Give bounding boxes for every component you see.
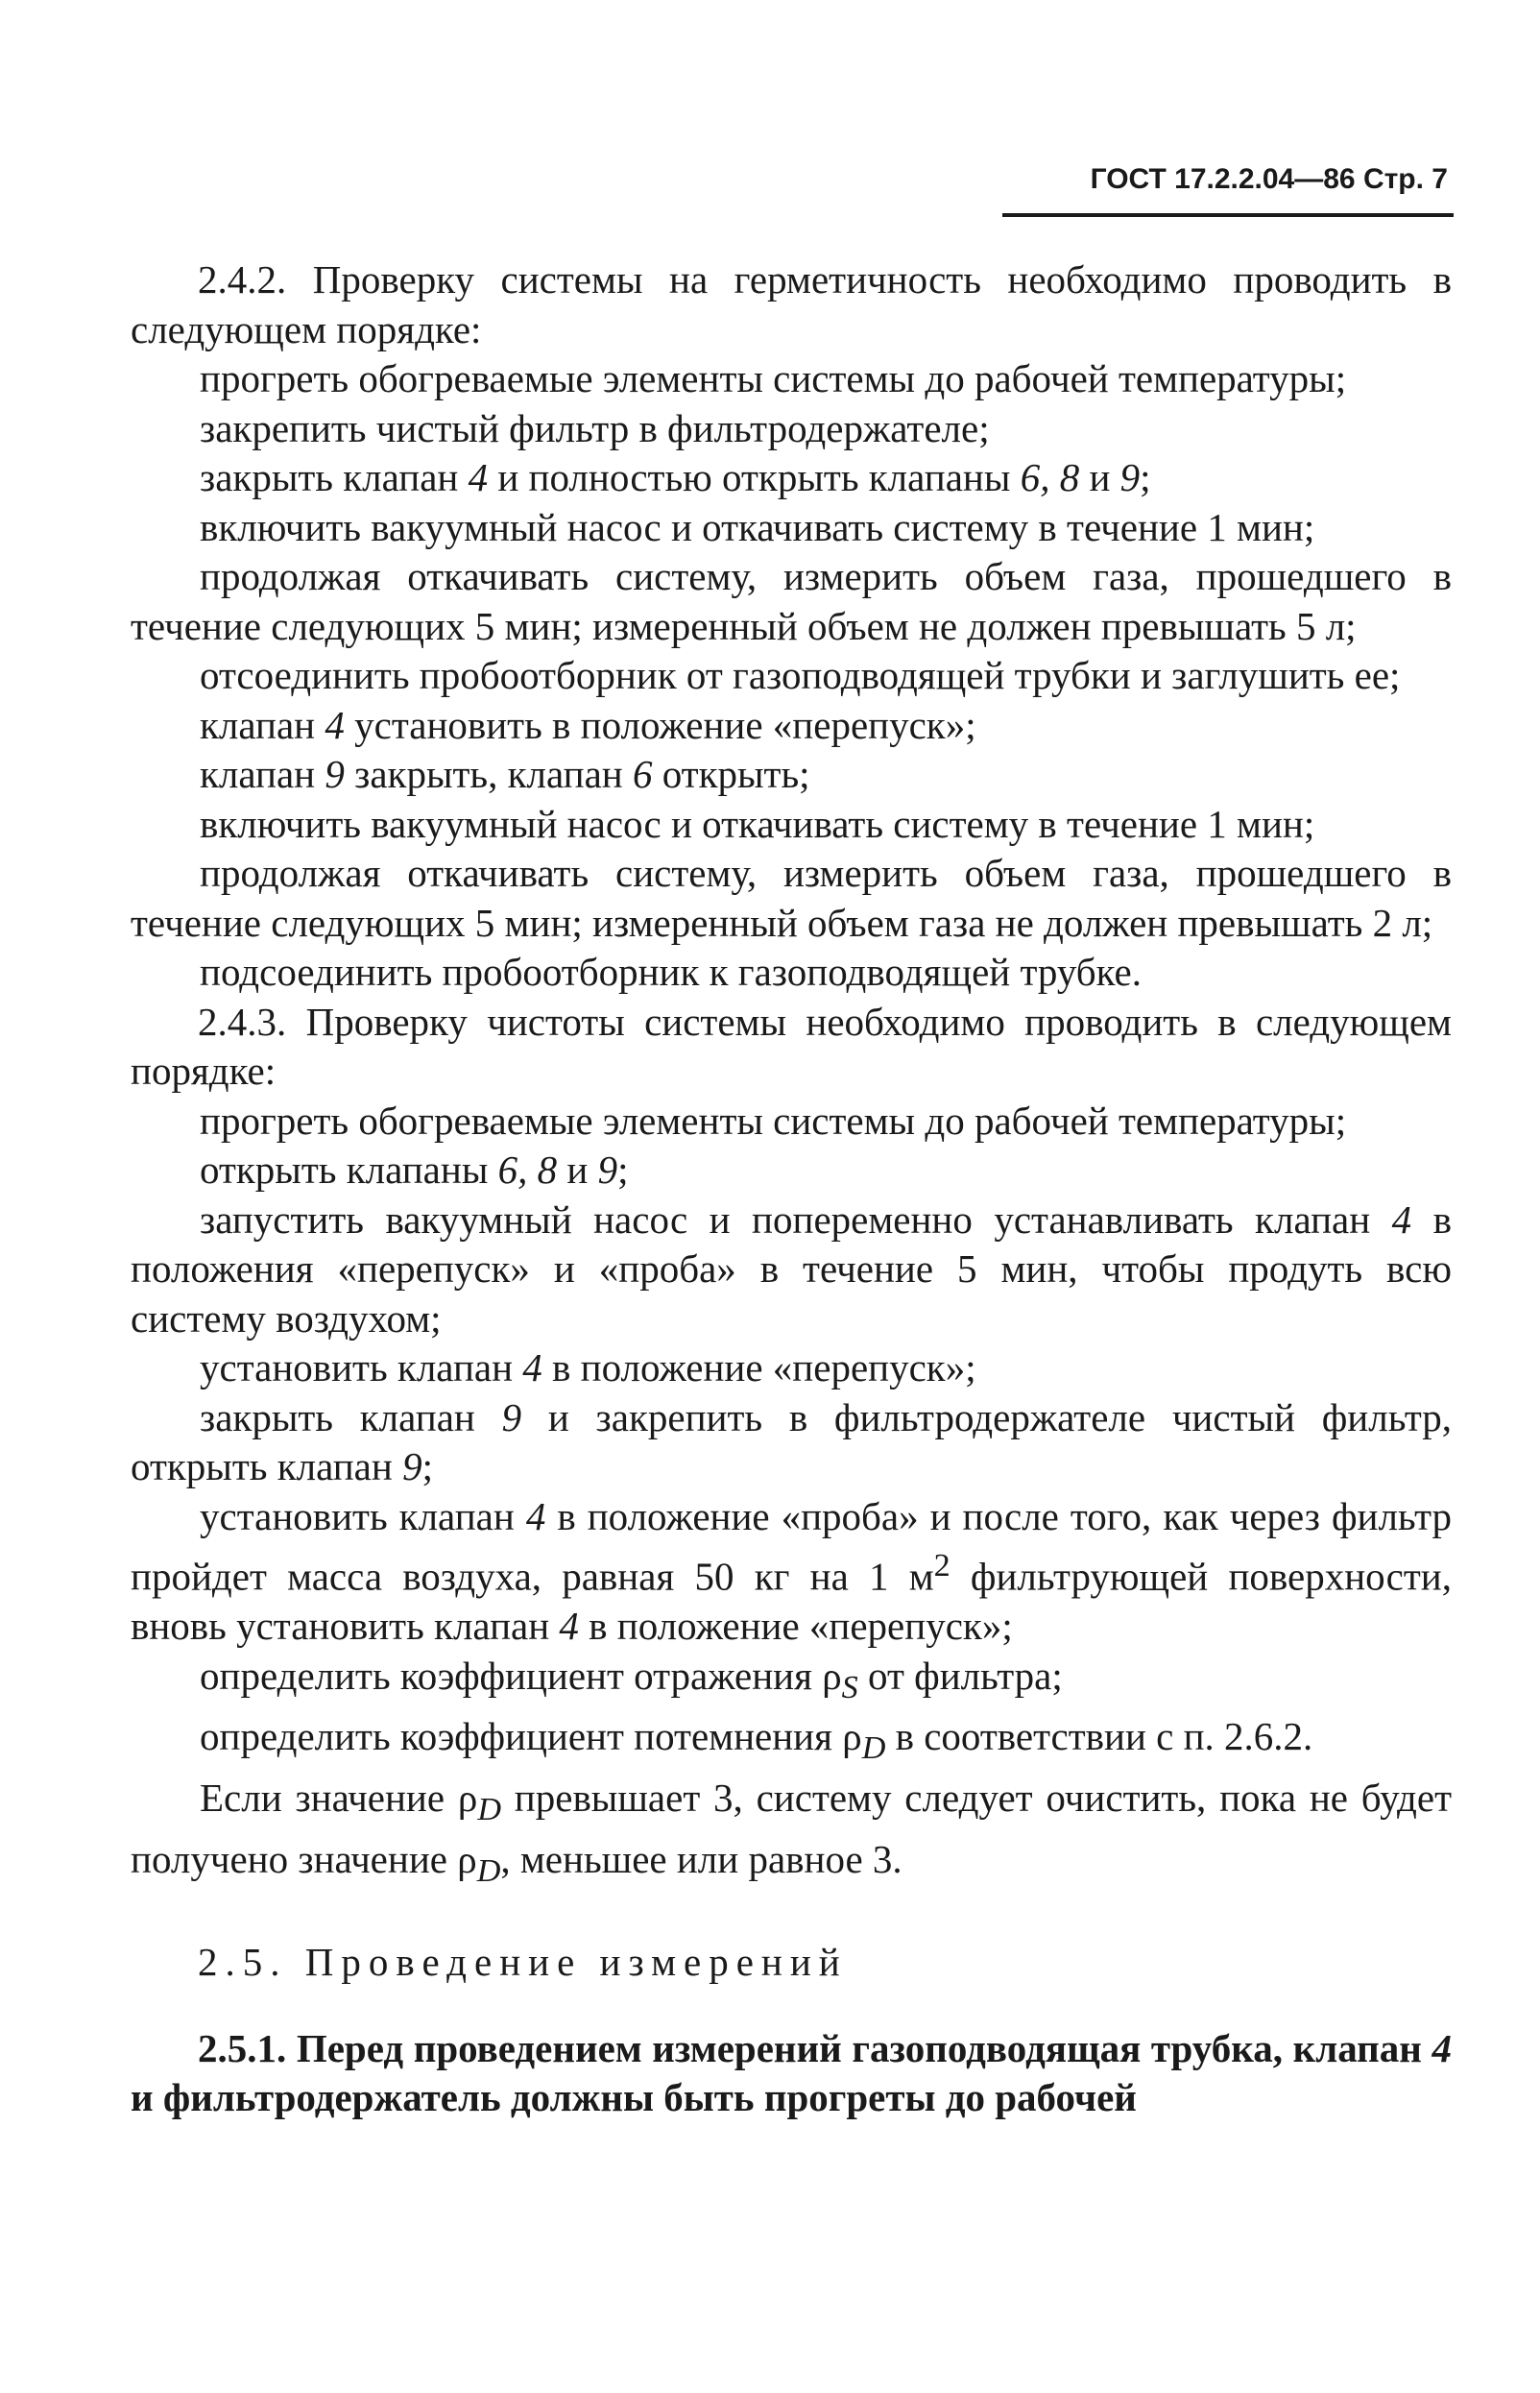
clause-2-4-3: 2.4.3. Проверку чистоты системы необходимо проводить в следующем порядке:	[131, 999, 1452, 1093]
step-item: установить клапан 4 в положение «перепуск»;	[200, 1345, 976, 1390]
step-item: включить вакуумный насос и откачивать систему в течение 1 мин;	[200, 801, 1315, 846]
step-item: закрыть клапан 9 и закрепить в фильтродержателе чистый фильтр, открыть клапан 9;	[131, 1394, 1453, 1488]
step-item: клапан 9 закрыть, клапан 6 открыть;	[200, 752, 810, 796]
step-item: закрыть клапан 4 и полностью открыть клапаны 6, 8 и 9;	[200, 455, 1151, 499]
step-item: прогреть обогреваемые элементы системы до рабочей температуры;	[200, 356, 1347, 400]
step-item: запустить вакуумный насос и попеременно устанавливать клапан 4 в положения «перепуск» и «проба» в течение 5 мин, чтобы продуть всю систему воздухом;	[131, 1196, 1452, 1341]
step-item: закрепить чистый фильтр в фильтродержателе;	[200, 405, 990, 450]
step-item: продолжая откачивать систему, измерить объем газа, прошедшего в течение следующих 5 мин; измеренный объем газа не должен превышать 2 л;	[131, 851, 1452, 945]
clause-2-5-1: 2.5.1. Перед проведением измерений газоподводящая трубка, клапан 4 и фильтродержатель должны быть прогреты до рабочей	[131, 2025, 1452, 2120]
clause-2-4-2: 2.4.2. Проверку системы на герметичность необходимо проводить в следующем порядке:	[131, 257, 1452, 351]
step-item: определить коэффициент потемнения $\rho_D$ в соответствии с п. 2.6.2.	[200, 1714, 1313, 1767]
step-item: включить вакуумный насос и откачивать систему в течение 1 мин;	[200, 504, 1315, 549]
step-item: отсоединить пробоотборник от газоподводящей трубки и заглушить ее;	[200, 653, 1401, 697]
step-item: клапан 4 установить в положение «перепуск»;	[200, 702, 976, 747]
step-item: продолжая откачивать систему, измерить объем газа, прошедшего в течение следующих 5 мин; измеренный объем не должен превышать 5 л;	[131, 554, 1452, 648]
step-item: подсоединить пробоотборник к газоподводящей трубке.	[200, 950, 1142, 994]
page-header: ГОСТ 17.2.2.04—86 Стр. 7	[1090, 163, 1448, 195]
step-item: прогреть обогреваемые элементы системы до рабочей температуры;	[200, 1098, 1347, 1143]
condition-paragraph: Если значение $\rho_D$ превышает 3, систему следует очистить, пока не будет получено значение $\rho_D$, меньшее или равное 3.	[131, 1776, 1452, 1889]
step-item: открыть клапаны 6, 8 и 9;	[200, 1148, 629, 1192]
step-item: определить коэффициент отражения $\rho_S$ от фильтра;	[200, 1653, 1063, 1705]
header-rule	[1002, 213, 1454, 217]
section-heading: 2.5. Проведение измерений	[198, 1940, 848, 1985]
document-body	[131, 255, 1452, 2123]
step-item: установить клапан 4 в положение «проба» и после того, как через фильтр пройдет масса воздуха, равная 50 кг на 1 $м^2$ фильтрующей поверхности, вновь установить клапан 4 в положение «перепуск»;	[131, 1493, 1452, 1649]
